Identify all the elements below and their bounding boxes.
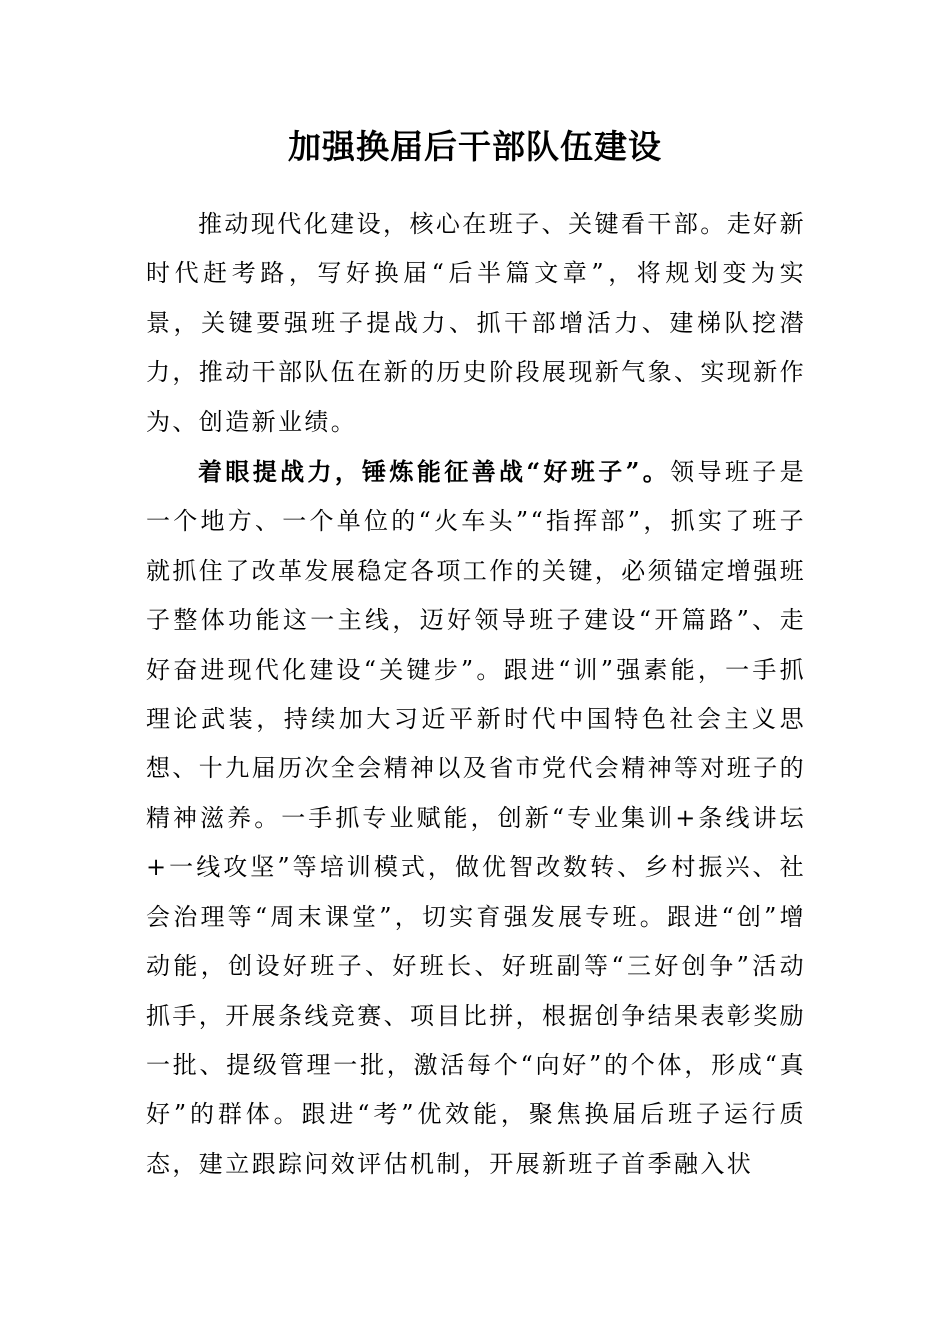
paragraph-leadership-team [146,447,806,1189]
paragraph-lead: 着眼提战力，锤炼能征善战“好班子”。 [198,457,671,487]
paragraph-text: 推动现代化建设，核心在班子、关键看干部。走好新时代赶考路，写好换届“后半篇文章”，将规划变为实景，关键要强班子提战力、抓干部增活力、建梯队挖潜力，推动干部队伍在新的历史阶段展现新气象、实现新作为、创造新业绩。 [146,210,806,436]
document-title: 加强换届后干部队伍建设 [288,127,662,166]
document-body [146,199,806,1189]
paragraph-intro [146,199,806,447]
paragraph-text: 领导班子是一个地方、一个单位的“火车头”“指挥部”，抓实了班子就抓住了改革发展稳定各项工作的关键，必须锚定增强班子整体功能这一主线，迈好领导班子建设“开篇路”、走好奋进现代化建设“关键步”。跟进“训”强素能，一手抓理论武装，持续加大习近平新时代中国特色社会主义思想、十九届历次全会精神以及省市党代会精神等对班子的精神滋养。一手抓专业赋能，创新“专业集训+条线讲坛+一线攻坚”等培训模式，做优智改数转、乡村振兴、社会治理等“周末课堂”，切实育强发展专班。跟进“创”增动能，创设好班子、好班长、好班副等“三好创争”活动抓手，开展条线竞赛、项目比拼，根据创争结果表彰奖励一批、提级管理一批，激活每个“向好”的个体，形成“真好”的群体。跟进“考”优效能，聚焦换届后班子运行质态，建立跟踪问效评估机制，开展新班子首季融入状 [146,458,807,1178]
